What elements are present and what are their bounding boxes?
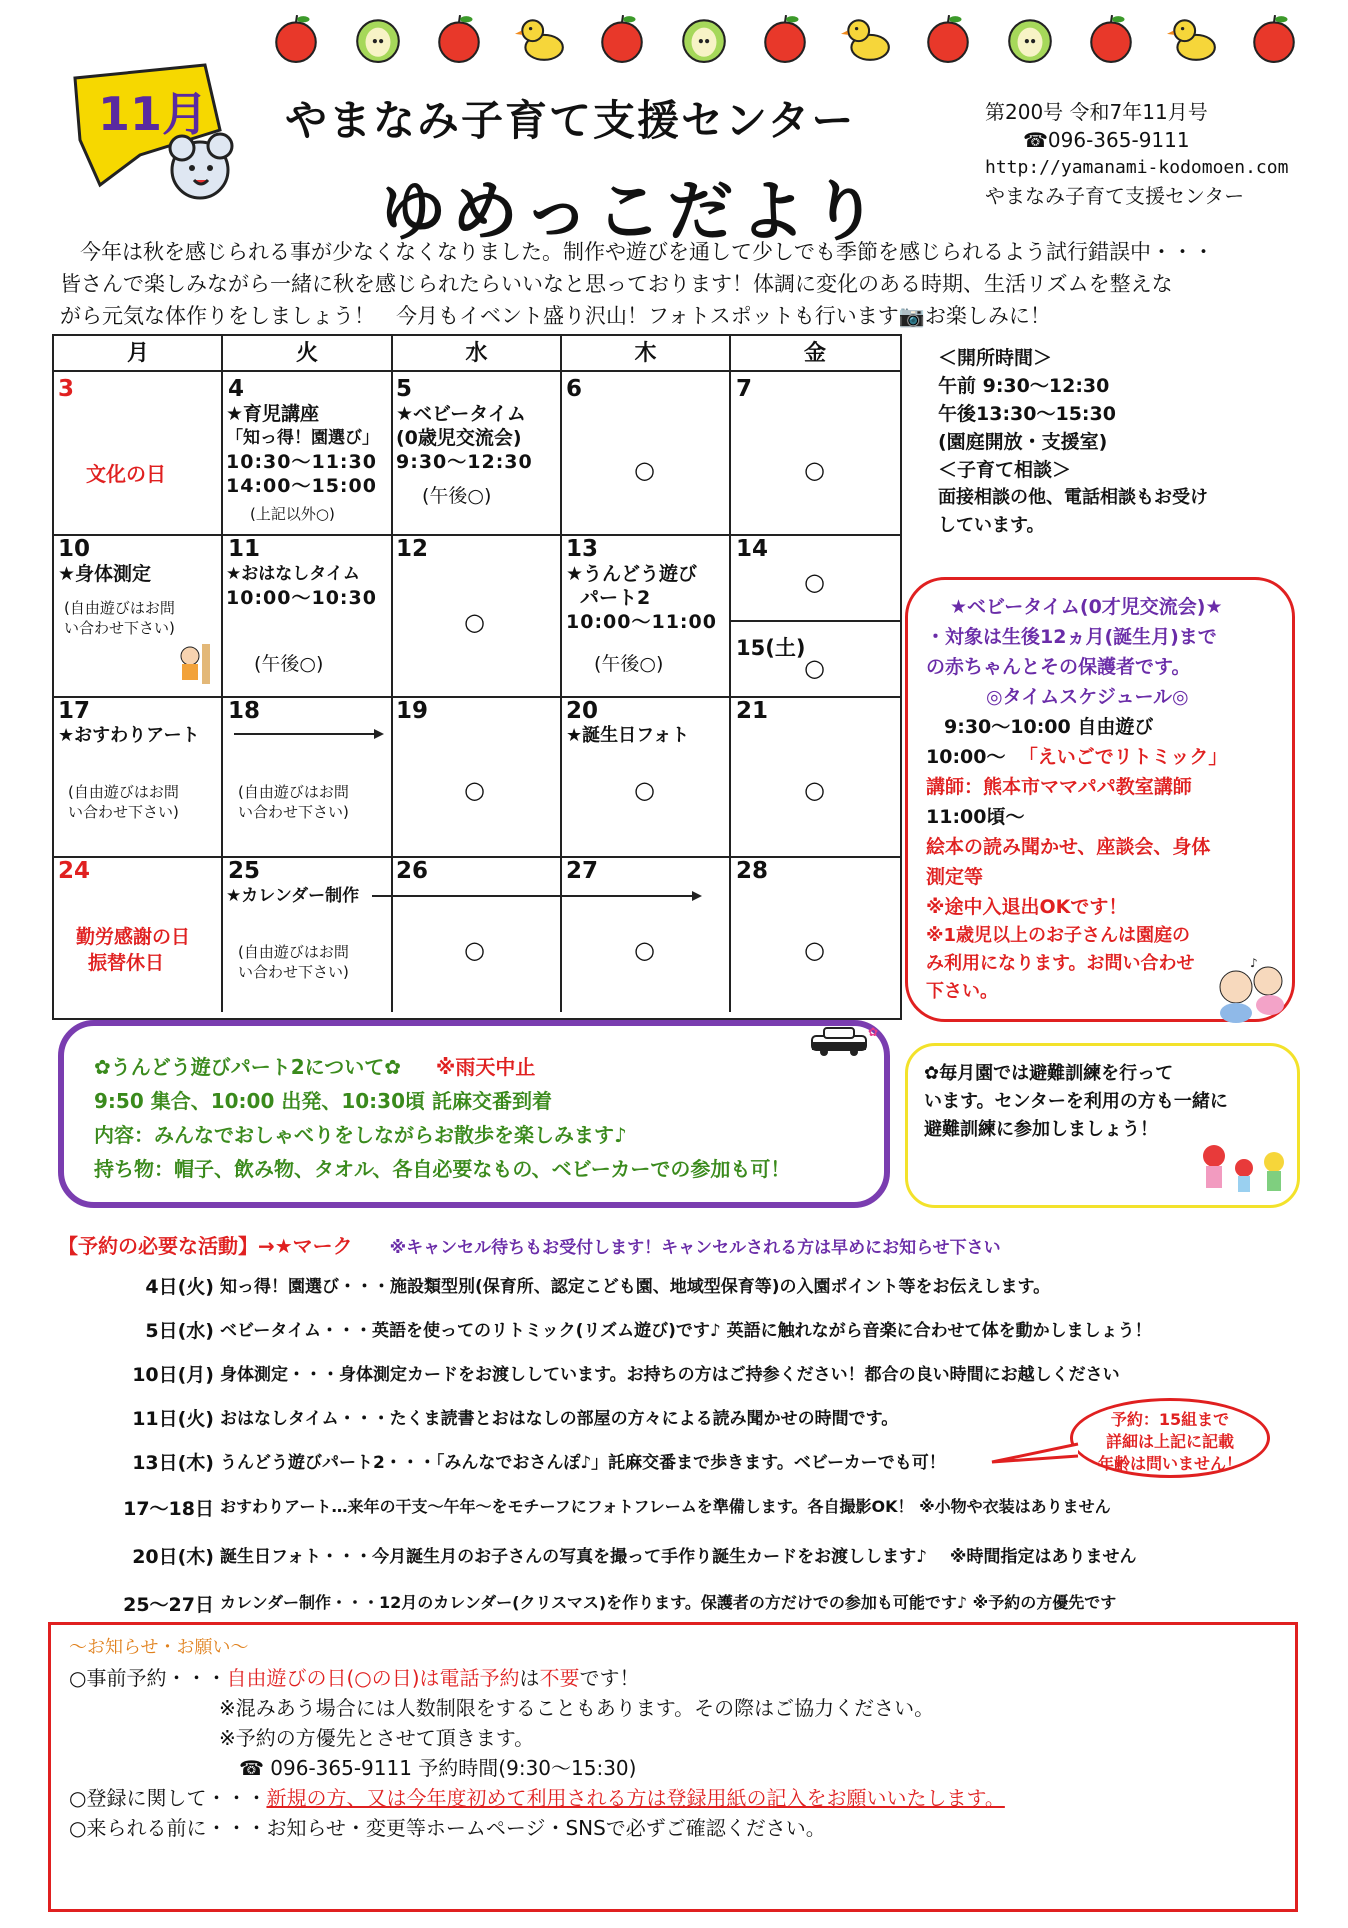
day-4: 4	[228, 376, 245, 402]
schedule-item: 9:30～10:00 自由遊び	[944, 716, 1154, 738]
weekday-tue: 火	[222, 336, 392, 372]
duck-icon	[515, 12, 567, 64]
day-19: 19	[396, 698, 429, 724]
notice-emphasis: 新規の方、又は今年度初めて利用される方は登録用紙の記入をお願いいたします。	[266, 1786, 1005, 1810]
hours-note: (園庭開放・支援室)	[938, 431, 1108, 453]
list-item	[60, 1272, 1050, 1299]
open-circle: ○	[804, 936, 825, 964]
event-note: い合わせ下さい)	[238, 803, 349, 821]
day-17: 17	[58, 698, 91, 724]
consult-text: 面接相談の他、電話相談もお受け	[938, 487, 1208, 508]
item-day: 10日(月)	[132, 1364, 214, 1386]
notice-title: ～お知らせ・お願い～	[69, 1637, 249, 1658]
calendar	[52, 334, 902, 1020]
issue-number: 第200号 令和7年11月号	[985, 100, 1208, 124]
holiday-label: 勤労感謝の日	[76, 926, 191, 948]
event-title: ★おすわりアート	[58, 725, 200, 746]
drill-text: います。センターを利用の方も一緒に	[924, 1091, 1228, 1112]
open-circle: ○	[464, 776, 485, 804]
day-27: 27	[566, 858, 599, 884]
notice-emphasis: 不要	[539, 1666, 580, 1690]
schedule-item: 測定等	[926, 866, 984, 888]
month-label: 11月	[98, 87, 209, 141]
day-28: 28	[736, 858, 769, 884]
day-14: 14	[736, 536, 769, 562]
day-6: 6	[566, 376, 583, 402]
intro-line: 皆さんで楽しみながら一緒に秋を感じられたらいいなと思っております！体調に変化のある時期、生活リズムを整えな	[60, 272, 1173, 296]
event-time: 10:00～11:00	[566, 611, 717, 633]
event-note: (午後○)	[254, 653, 324, 675]
item-day: 13日(木)	[132, 1452, 214, 1474]
apple-icon	[270, 12, 322, 64]
green-apple-icon	[678, 12, 730, 64]
phone-number: ☎096-365-9111	[1023, 128, 1190, 152]
event-subtitle: 「知っ得！園選び」	[226, 428, 379, 448]
baby-time-title: ★ベビータイム(0才児交流会)★	[950, 596, 1223, 618]
open-circle: ○	[634, 936, 655, 964]
item-day: 17～18日	[123, 1498, 214, 1520]
schedule-title: ◎タイムスケジュール◎	[986, 686, 1189, 708]
divider	[54, 534, 900, 536]
day-24: 24	[58, 858, 91, 884]
arrow-icon	[372, 890, 702, 902]
notice-text: です！	[579, 1666, 640, 1690]
open-circle: ○	[634, 456, 655, 484]
item-text: 知っ得！園選び・・・施設類型別(保育所、認定こども園、地域型保育等)の入園ポイント等をお伝えします。	[220, 1277, 1051, 1297]
day-25: 25	[228, 858, 261, 884]
item-text: 身体測定・・・身体測定カードをお渡ししています。お持ちの方はご持参ください！都合の良い時間にお越しください	[220, 1365, 1120, 1385]
intro-line: 今年は秋を感じられる事が少なくなくなりました。制作や遊びを通して少しでも季節を感じられるよう試行錯誤中・・・	[80, 240, 1214, 264]
divider	[54, 856, 900, 858]
list-item	[60, 1494, 1111, 1521]
reservation-title: 【予約の必要な活動】→★マーク	[58, 1234, 353, 1258]
open-circle: ○	[804, 654, 825, 682]
sports-items: 持ち物：帽子、飲み物、タオル、各自必要なもの、ベビーカーでの参加も可！	[94, 1157, 791, 1181]
child-illustration-icon	[172, 642, 216, 686]
divider	[391, 336, 393, 1012]
schedule-item: 「えいごでリトミック」	[1018, 746, 1228, 768]
weekday-fri: 金	[730, 336, 900, 372]
notice-emphasis: 自由遊びの日(○の日)は電話予約	[226, 1666, 520, 1690]
svg-text:♪: ♪	[1250, 956, 1258, 970]
item-text: ベビータイム・・・英語を使ってのリトミック(リズム遊び)です♪ 英語に触れながら音楽に合わせて体を動かしましょう！	[220, 1321, 1152, 1341]
event-subtitle: パート2	[580, 587, 651, 609]
bubble-text: 予約：15組まで	[1110, 1410, 1230, 1429]
day-26: 26	[396, 858, 429, 884]
baby-time-target: の赤ちゃんとその保護者です。	[926, 656, 1191, 678]
consult-text: しています。	[938, 515, 1045, 536]
list-item	[60, 1542, 1136, 1569]
center-name: やまなみ子育て支援センター	[285, 96, 856, 145]
event-title: ★身体測定	[58, 563, 152, 585]
list-item	[60, 1360, 1120, 1387]
hours-am: 午前 9:30～12:30	[938, 375, 1110, 397]
sports-play-box	[58, 1020, 890, 1208]
item-day: 4日(火)	[145, 1276, 214, 1298]
schedule-time: 10:00～	[926, 746, 1006, 768]
baby-note: ※1歳児以上のお子さんは園庭の	[926, 925, 1191, 946]
open-circle: ○	[634, 776, 655, 804]
event-title: ★うんどう遊び	[566, 563, 698, 585]
day-21: 21	[736, 698, 769, 724]
event-title: ★ベビータイム	[396, 403, 526, 425]
drill-text: 避難訓練に参加しましょう！	[924, 1119, 1158, 1140]
day-3: 3	[58, 376, 75, 402]
notice-label: ○登録に関して・・・	[69, 1786, 267, 1810]
police-car-icon	[808, 1024, 882, 1058]
holiday-label: 文化の日	[86, 462, 166, 486]
event-note: い合わせ下さい)	[238, 963, 349, 981]
publisher-name: やまなみ子育て支援センター	[985, 184, 1245, 208]
item-day: 20日(木)	[132, 1546, 214, 1568]
item-day: 11日(火)	[132, 1408, 214, 1430]
apple-icon	[596, 12, 648, 64]
day-5: 5	[396, 376, 413, 402]
apple-icon	[759, 12, 811, 64]
notice-text: ○来られる前に・・・お知らせ・変更等ホームページ・SNSで必ずご確認ください。	[69, 1816, 826, 1840]
apple-icon	[1085, 12, 1137, 64]
divider	[730, 620, 900, 622]
event-time: 10:00～10:30	[226, 587, 377, 609]
apple-icon	[922, 12, 974, 64]
list-item	[60, 1448, 946, 1475]
hours-pm: 午後13:30～15:30	[938, 403, 1116, 425]
event-note: (自由遊びはお問	[64, 599, 175, 617]
event-note: (午後○)	[422, 485, 492, 507]
event-note: い合わせ下さい)	[68, 803, 179, 821]
event-title: ★おはなしタイム	[226, 564, 360, 584]
day-7: 7	[736, 376, 753, 402]
event-note: (自由遊びはお問	[68, 783, 179, 801]
open-circle: ○	[804, 456, 825, 484]
arrow-icon	[234, 728, 384, 740]
item-day: 25～27日	[123, 1594, 214, 1616]
consult-title: ＜子育て相談＞	[938, 459, 1072, 481]
item-day: 5日(水)	[145, 1320, 214, 1342]
notice-label: ○事前予約・・・	[69, 1666, 227, 1690]
svg-text:✿: ✿	[868, 1025, 879, 1039]
weekday-wed: 水	[392, 336, 561, 372]
divider	[221, 336, 223, 1012]
open-circle: ○	[804, 776, 825, 804]
item-text: おすわりアート…来年の干支～午年～をモチーフにフォトフレームを準備します。各自撮影OK！ ※小物や衣装はありません	[220, 1497, 1111, 1516]
item-text: 誕生日フォト・・・今月誕生月のお子さんの写真を撮って手作り誕生カードをお渡しします♪ ※時間指定はありません	[220, 1547, 1137, 1567]
baby-time-target: ・対象は生後12ヵ月(誕生月)まで	[926, 626, 1217, 648]
open-circle: ○	[804, 568, 825, 596]
event-title: ★誕生日フォト	[566, 725, 690, 746]
event-title: ★カレンダー制作	[226, 886, 360, 906]
item-text: カレンダー制作・・・12月のカレンダー(クリスマス)を作ります。保護者の方だけでの参加も可能です♪ ※予約の方優先です	[220, 1593, 1117, 1612]
duck-icon	[841, 12, 893, 64]
notice-box	[48, 1622, 1298, 1912]
event-note: (上記以外○)	[250, 505, 335, 523]
baby-note: ※途中入退出OKです！	[926, 896, 1128, 918]
rain-notice: ※雨天中止	[435, 1055, 536, 1079]
sports-schedule: 9:50 集合、10:00 出発、10:30頃 託麻交番到着	[94, 1089, 552, 1113]
children-walking-icon	[1198, 1140, 1294, 1202]
website-link[interactable]: http://yamanami-kodomoen.com	[985, 157, 1289, 178]
notice-text: ※予約の方優先とさせて頂きます。	[219, 1726, 535, 1750]
notice-phone: ☎ 096-365-9111 予約時間(9:30～15:30)	[239, 1756, 637, 1780]
duck-icon	[1167, 12, 1219, 64]
event-time: 10:30～11:30	[226, 451, 377, 473]
month-badge	[70, 60, 260, 210]
weekday-mon: 月	[54, 336, 222, 372]
apple-icon	[1248, 12, 1300, 64]
sports-content: 内容：みんなでおしゃべりをしながらお散歩を楽しみます♪	[94, 1123, 627, 1147]
bubble-text: 年齢は問いません！	[1097, 1454, 1242, 1473]
item-text: おはなしタイム・・・たくま読書とおはなしの部屋の方々による読み聞かせの時間です。	[220, 1409, 899, 1429]
event-title: ★育児講座	[226, 403, 320, 425]
event-subtitle: (0歳児交流会)	[396, 427, 522, 449]
event-note: (自由遊びはお問	[238, 943, 349, 961]
event-note: (午後○)	[594, 653, 664, 675]
day-10: 10	[58, 536, 91, 562]
event-time: 9:30～12:30	[396, 451, 533, 473]
notice-text: は	[519, 1666, 540, 1690]
event-note: い合わせ下さい)	[64, 619, 175, 637]
list-item	[60, 1404, 898, 1431]
opening-hours	[938, 344, 1268, 540]
event-time: 14:00～15:00	[226, 475, 377, 497]
drill-text: ✿毎月園では避難訓練を行って	[924, 1063, 1174, 1084]
day-11: 11	[228, 536, 261, 562]
bubble-pointer	[990, 1440, 1080, 1470]
reservation-heading	[58, 1230, 1001, 1259]
baby-note: 下さい。	[926, 981, 998, 1002]
intro-line: がら元気な体作りをしましょう！ 今月もイベント盛り沢山！フォトスポットも行います📷お楽しみに！	[60, 304, 1051, 328]
babies-illustration-icon	[1208, 955, 1298, 1025]
reservation-bubble	[1070, 1398, 1270, 1478]
notice-text: ※混みあう場合には人数制限をすることもあります。その際はご協力ください。	[219, 1696, 935, 1720]
item-text: うんどう遊びパート2・・・「みんなでおさんぽ♪」託麻交番まで歩きます。ベビーカーでも可！	[220, 1453, 946, 1473]
day-12: 12	[396, 536, 429, 562]
teacher-name: 講師：熊本市ママパパ教室講師	[926, 776, 1192, 798]
list-item	[60, 1316, 1152, 1343]
sports-title: ✿うんどう遊びパート2について✿	[94, 1055, 402, 1079]
hours-title: ＜開所時間＞	[938, 347, 1053, 369]
day-13: 13	[566, 536, 599, 562]
newsletter-title: ゆめっこだより	[380, 173, 884, 250]
decorative-border	[270, 12, 1300, 72]
green-apple-icon	[1004, 12, 1056, 64]
weekday-thu: 木	[561, 336, 730, 372]
day-20: 20	[566, 698, 599, 724]
issue-info	[985, 98, 1288, 210]
day-18: 18	[228, 698, 261, 724]
day-15: 15(土)	[736, 636, 806, 660]
list-item	[60, 1590, 1116, 1617]
schedule-time: 11:00頃～	[926, 806, 1025, 828]
schedule-item: 絵本の読み聞かせ、座談会、身体	[926, 836, 1211, 858]
green-apple-icon	[352, 12, 404, 64]
holiday-label: 振替休日	[88, 952, 165, 974]
open-circle: ○	[464, 608, 485, 636]
divider	[54, 696, 900, 698]
apple-icon	[433, 12, 485, 64]
cancel-note: ※キャンセル待ちもお受付します！キャンセルされる方は早めにお知らせ下さい	[389, 1238, 1001, 1258]
baby-note: み利用になります。お問い合わせ	[926, 953, 1195, 974]
bubble-text: 詳細は上記に記載	[1105, 1432, 1234, 1451]
intro-text	[60, 236, 1300, 332]
open-circle: ○	[464, 936, 485, 964]
event-note: (自由遊びはお問	[238, 783, 349, 801]
